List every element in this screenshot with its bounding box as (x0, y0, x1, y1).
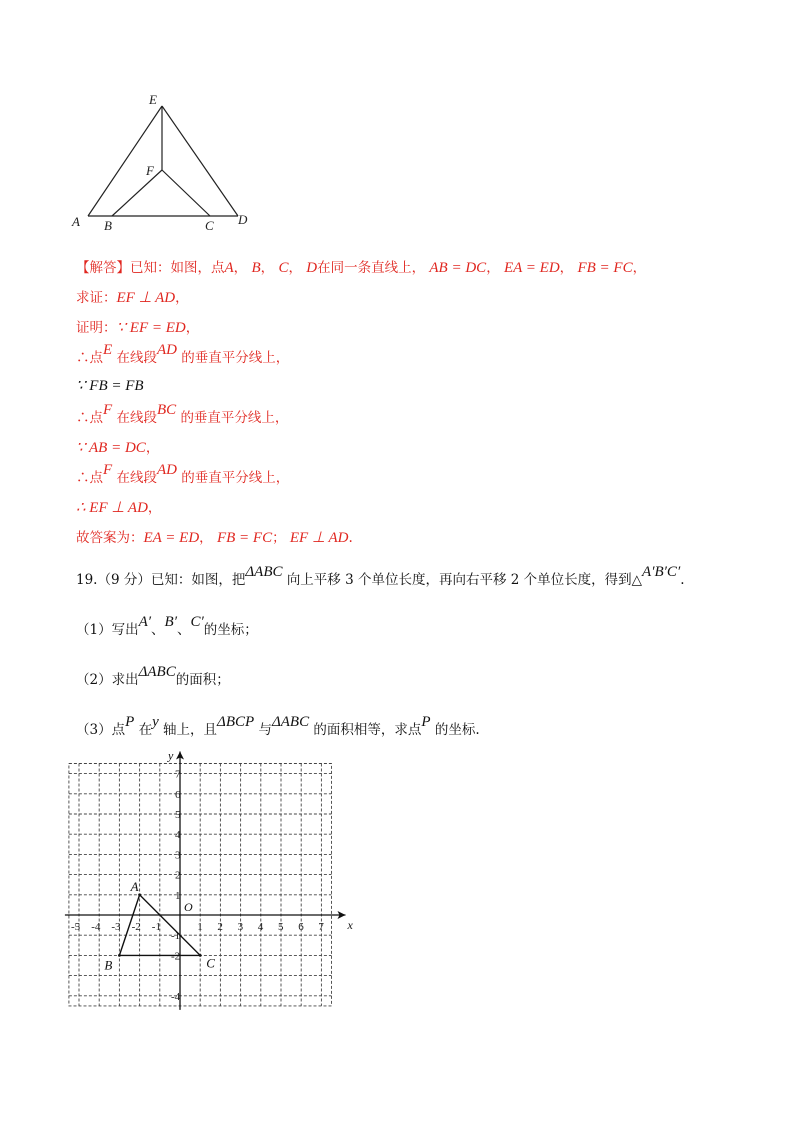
solution-line-10: 故答案为：EA = ED， FB = FC； EF ⊥ AD. (76, 530, 353, 546)
y-tick-label: -2 (171, 950, 181, 963)
x-tick-label: 6 (298, 921, 304, 933)
y-axis-label: y (168, 748, 174, 763)
question-19-part-1: （1）写出A′、B′、C′的坐标； (76, 614, 258, 638)
x-tick-label: 3 (237, 921, 244, 933)
solution-line-4: ∴点E 在线段AD 的垂直平分线上， (76, 342, 290, 366)
point-C (199, 954, 202, 957)
x-tick-label: 7 (318, 921, 324, 933)
solution-line-3: 证明：∵ EF = ED， (76, 320, 200, 336)
x-tick-label: 5 (278, 921, 284, 933)
label-A: A (72, 214, 80, 229)
solution-line-6: ∴点F 在线段BC 的垂直平分线上， (76, 402, 289, 426)
origin-label: O (184, 900, 193, 914)
x-tick-label: -2 (131, 921, 141, 933)
solution-line-9: ∴ EF ⊥ AD， (76, 500, 162, 516)
question-number: 19. (76, 572, 98, 588)
x-tick-label: -4 (91, 921, 101, 933)
x-tick-label: -1 (151, 921, 161, 933)
y-tick-label: 6 (175, 788, 181, 801)
label-D: D (238, 212, 248, 227)
y-tick-label: 2 (175, 869, 181, 882)
solution-line-7: ∵ AB = DC， (76, 440, 160, 456)
x-tick-label: 2 (217, 921, 223, 933)
label-E: E (149, 92, 157, 107)
answer-tag: 【解答】 (76, 260, 130, 276)
question-19-stem: 19.（9 分）已知：如图，把ΔABC 向上平移 3 个单位长度，再向右平移 2 个单位长度，得到△A′B′C′. (76, 564, 685, 588)
y-tick-label: 1 (175, 889, 181, 902)
solution-line-5: ∵ FB = FB (76, 378, 144, 394)
question-19-part-2: （2）求出ΔABC的面积； (76, 664, 230, 688)
label-B: B (104, 218, 112, 233)
point-B (118, 954, 121, 957)
point-label-B: B (104, 957, 113, 973)
label-C: C (205, 218, 214, 233)
x-tick-label: 1 (197, 921, 203, 933)
y-tick-label: -1 (171, 930, 181, 943)
point-label-C: C (206, 955, 215, 971)
x-tick-label: -3 (111, 921, 121, 933)
x-tick-label: 4 (257, 921, 264, 933)
point-label-A: A (130, 878, 139, 894)
solution-line-2: 求证：EF ⊥ AD， (76, 290, 189, 306)
label-F: F (146, 163, 154, 178)
question-19-part-3: （3）点P 在y 轴上，且ΔBCP 与ΔABC 的面积相等，求点P 的坐标. (76, 714, 480, 738)
solution-line-1: 【解答】已知：如图，点A， B， C， D在同一条直线上， AB = DC， EA = ED， FB = FC， (76, 260, 647, 276)
y-tick-label: 4 (175, 829, 181, 842)
y-tick-label: 3 (175, 849, 181, 862)
point-A (138, 893, 141, 896)
y-tick-label: -4 (171, 990, 181, 1003)
x-tick-label: -5 (71, 921, 81, 933)
solution-line-8: ∴点F 在线段AD 的垂直平分线上， (76, 462, 290, 486)
x-axis-label: x (347, 918, 353, 932)
y-tick-label: 5 (175, 809, 181, 821)
y-tick-label: 7 (175, 768, 181, 781)
